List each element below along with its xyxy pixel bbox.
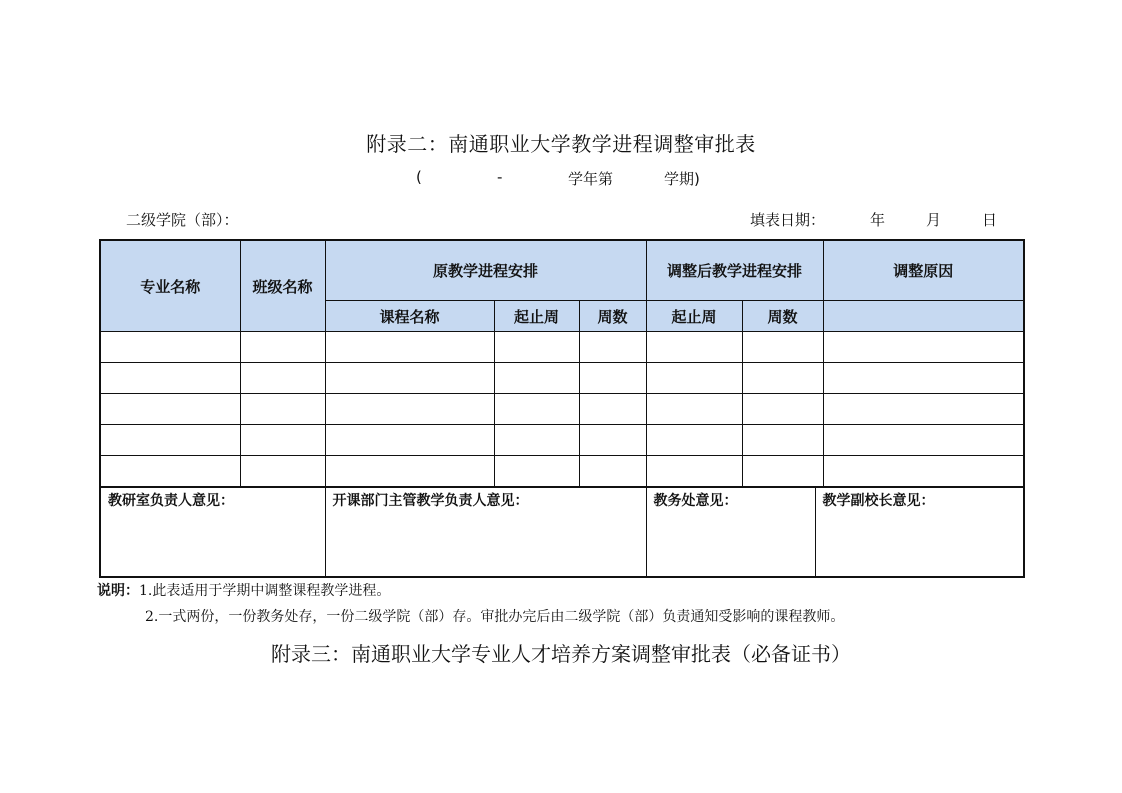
header-original-schedule: 原教学进程安排 [325,240,646,301]
open-paren: ( [416,168,422,186]
teaching-office-opinion-label: 教研室负责人意见： [108,493,234,509]
course-dept-opinion-label: 开课部门主管教学负责人意见： [332,493,529,509]
academic-affairs-opinion-label: 教务处意见： [653,493,738,509]
table-cell[interactable] [742,394,823,425]
appendix3-title: 附录三：南通职业大学专业人才培养方案调整审批表（必备证书） [271,642,851,666]
table-row [100,332,1024,363]
table-cell[interactable] [325,363,494,394]
note-2: 2.一式两份，一份教务处存，一份二级学院（部）存。审批办完后由二级学院（部）负责通知受影响的课程教师。 [145,609,845,625]
table-row [100,425,1024,456]
table-cell[interactable] [579,425,646,456]
table-cell[interactable] [494,332,579,363]
table-cell[interactable] [325,425,494,456]
schedule-table [99,239,1025,488]
academic-year-label: 学年第 [568,170,614,188]
page-title: 附录二：南通职业大学教学进程调整审批表 [366,132,756,156]
month-label: 月 [926,211,942,229]
semester-line [0,168,1122,190]
header-class: 班级名称 [240,240,325,332]
table-cell[interactable] [742,363,823,394]
year-dash: - [497,168,503,186]
table-cell[interactable] [240,425,325,456]
header-adjusted-schedule: 调整后教学进程安排 [646,240,823,301]
table-cell[interactable] [646,332,742,363]
table-cell[interactable] [100,456,240,488]
year-label: 年 [870,211,886,229]
table-cell[interactable] [494,425,579,456]
subheader-course-name: 课程名称 [325,301,494,332]
subheader-adj-week-count: 周数 [742,301,823,332]
table-cell[interactable] [823,425,1024,456]
table-cell[interactable] [494,394,579,425]
notes-line-2 [145,606,844,626]
academic-affairs-opinion[interactable] [646,487,815,577]
semester-label: 学期) [664,170,700,188]
vice-president-opinion[interactable] [815,487,1024,577]
table-cell[interactable] [325,332,494,363]
subheader-adj-week-range: 起止周 [646,301,742,332]
table-row [100,394,1024,425]
table-cell[interactable] [742,456,823,488]
table-cell[interactable] [742,425,823,456]
table-cell[interactable] [823,394,1024,425]
table-cell[interactable] [823,332,1024,363]
table-cell[interactable] [325,456,494,488]
table-cell[interactable] [325,394,494,425]
table-cell[interactable] [646,456,742,488]
note-1: 1.此表适用于学期中调整课程教学进程。 [139,583,391,599]
header-adjust-reason: 调整原因 [823,240,1024,301]
table-cell[interactable] [494,363,579,394]
day-label: 日 [982,211,998,229]
table-cell[interactable] [579,456,646,488]
table-cell[interactable] [823,456,1024,488]
table-cell[interactable] [742,332,823,363]
subheader-orig-week-count: 周数 [579,301,646,332]
subheader-reason-blank [823,301,1024,332]
table-cell[interactable] [100,332,240,363]
table-cell[interactable] [494,456,579,488]
table-cell[interactable] [646,425,742,456]
fill-date-label: 填表日期： [750,211,826,229]
table-cell[interactable] [646,394,742,425]
table-cell[interactable] [240,394,325,425]
table-cell[interactable] [100,425,240,456]
table-cell[interactable] [240,456,325,488]
table-cell[interactable] [240,363,325,394]
college-label: 二级学院（部）： [126,211,239,229]
notes-label: 说明： [97,583,139,599]
table-row [100,363,1024,394]
approval-opinions-table [99,487,1025,578]
form-info-row [0,209,1122,231]
vice-president-opinion-label: 教学副校长意见： [822,493,935,509]
course-dept-opinion[interactable] [325,487,646,577]
table-cell[interactable] [579,363,646,394]
table-cell[interactable] [100,394,240,425]
subheader-orig-week-range: 起止周 [494,301,579,332]
table-row [100,456,1024,488]
notes-line-1 [97,580,390,600]
table-cell[interactable] [823,363,1024,394]
table-cell[interactable] [579,332,646,363]
table-cell[interactable] [646,363,742,394]
teaching-office-opinion[interactable] [100,487,325,577]
table-cell[interactable] [100,363,240,394]
header-major: 专业名称 [100,240,240,332]
table-cell[interactable] [240,332,325,363]
table-cell[interactable] [579,394,646,425]
